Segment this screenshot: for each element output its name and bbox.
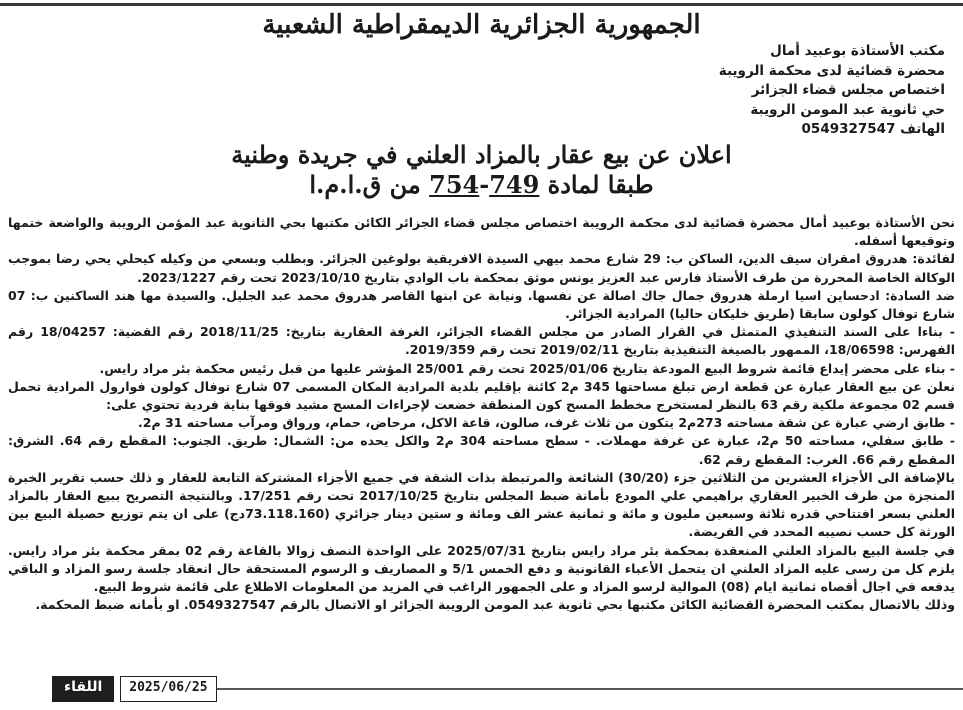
body-paragraph: لفائدة: هدروق امقران سيف الدين، الساكن ب: 29 شارع محمد بيهي السيدة الافريقية بولوغين الجزائر. وبطلب وبسعي من وكيله كيحلي يحي رضا بموجب الوكالة الخاصة المحررة من طرف الأستاذ فارس عبد العزيز يونس موثق بمحكمة باب الوادي بتاريخ 2023/10/10 تحت رقم 2023/1227. (8, 251, 956, 285)
notice-title (0, 140, 963, 200)
article-number-a: 749 (489, 170, 540, 199)
body-paragraph: وذلك بالاتصال بمكتب المحضرة القضائية الكائن مكتبها بحي ثانوية عبد المومن الرويبة الجزائر او الاتصال بالرقم 0549327547. او بأمانه ضبط المحكمة. (35, 597, 955, 613)
bottom-rule (140, 688, 963, 690)
body-paragraph: - بناءا على السند التنفيذي المتمثل في القرار الصادر من مجلس القضاء الجزائر، الغرفة العقارية بتاريخ: 2018/11/25 رقم القضية: 18/04257 رقم الفهرس: 18/06598، الممهور بالصيغة التنفيذية بتاريخ 2019/02/11 تحت رقم 2019/359. (8, 324, 955, 358)
office-line-1: مكتب الأستاذة بوعبيد أمال (770, 43, 945, 59)
body-paragraph: في جلسة البيع بالمزاد العلني المنعقدة بمحكمة بئر مراد رايس بتاريخ 2025/07/31 على الواحدة النصف زوالا بالقاعة رقم 02 بمقر محكمة بئر مراد رايس. يلزم كل من رسى عليه المزاد العلني ان يتحمل الأعباء القانونية و دفع الخمس 5/1 و المصاريف و الرسوم المستحقة حال انعقاد جلسة رسو المزاد و الباقي يدفعه في اجال أقصاه ثمانية ايام (08) الموالية لرسو المزاد و على الجمهور الراغب في المزيد من المعلومات الاطلاع على قائمة شروط البيع. (8, 542, 956, 595)
footer (52, 676, 217, 702)
body-paragraph: نعلن عن بيع العقار عبارة عن قطعة ارض تبلغ مساحتها 345 م2 كائنة بإقليم بلدية المرادية المكان المسمى 07 شارع توفال كولون فوارول المرادية تحمل قسم 02 مجموعة ملكية رقم 63 بالنظر لمستخرج مخطط المسح كون المنطقة خضعت لإجراءات المسح مشيد فوقها بناية فردية تحتوي على: (8, 378, 955, 413)
body-paragraph: - طابق ارضي عبارة عن شقة مساحته 273م2 يتكون من ثلاث غرف، صالون، قاعة الاكل، مرحاض، حمام، ورواق ومرآب مساحته 31 م2. (138, 415, 955, 431)
top-rule (0, 3, 963, 6)
body-paragraph: نحن الأستاذة بوعبيد أمال محضرة قضائية لدى محكمة الرويبة اختصاص مجلس قضاء الجزائر الكائن مكتبها بحي الثانوية عبد المؤمن الرويبة والواضعة ختمها وتوقيعها أسفله. (8, 215, 955, 249)
body-paragraph: بالإضافة الى الأجزاء العشرين من الثلاثين جزء (30/20) الشائعة والمرتبطة بذات الشقة في جميع الأجزاء المشتركة التابعة للعقار و ذلك حسب تقرير الخبرة المنجزة من طرف الخبير العقاري براهيمي علي المودع بأمانة ضبط المجلس بتاريخ 2017/10/25 تحت رقم 17/251. وبالنتيجة التصريح ببيع العقار بالمزاد العلني بسعر افتتاحي قدره ثلاثة وسبعين مليون و مائة و ثمانية عشر الف ومائة و ستين دينار جزائري (73.118.160دج) على ان يتم توزيع حصيلة البيع بين الورثة كل حسب نصيبه المحدد في الفريضة. (8, 469, 955, 540)
notice-body (8, 214, 955, 614)
title-prefix: طبقا لمادة (547, 170, 654, 199)
office-line-4: حي ثانوية عبد المومن الرويبة (750, 101, 945, 118)
office-phone-row (525, 120, 945, 140)
office-line-2: محضرة قضائية لدى محكمة الرويبة (718, 62, 945, 79)
article-number-b: 754 (429, 170, 480, 199)
body-paragraph: ضد السادة: ادحساين اسيا ارملة هدروق جمال جاك اصالة عن نفسها. ونيابة عن ابنها القاصر هدروق محمد عبد الجليل. والسيدة مها هند الساكنين ب: 07 شارع توفال كولون سابقا (طريق خليكان حاليا) المرادية الجزائر. (8, 287, 955, 322)
title-suffix: من ق.ا.م.ا (309, 170, 421, 199)
phone-number: 0549327547 (801, 121, 896, 138)
phone-label: الهاتف (900, 121, 945, 138)
title-line-1: اعلان عن بيع عقار بالمزاد العلني في جريدة وطنية (231, 140, 732, 169)
newspaper-name: اللقاء (52, 676, 114, 702)
body-paragraph: - طابق سفلي، مساحته 50 م2، عبارة عن غرفة مهملات. - سطح مساحته 304 م2 والكل يحده من: الشمال: طريق. الجنوب: المقطع رقم 64. الشرق: المقطع رقم 66. الغرب: المقطع رقم 62. (8, 433, 955, 467)
office-block (525, 42, 945, 140)
article-dash: - (479, 170, 490, 199)
office-line-3: اختصاص مجلس قضاء الجزائر (751, 82, 945, 99)
publication-date: 2025/06/25 (120, 676, 216, 702)
title-line-2 (0, 170, 963, 200)
republic-heading: الجمهورية الجزائرية الديمقراطية الشعبية (262, 10, 701, 40)
body-paragraph: - بناء على محضر إيداع قائمة شروط البيع المودعة بتاريخ 2025/01/06 تحت رقم 25/001 المؤشر عليها من قبل رئيس محكمة بئر مراد رايس. (99, 360, 955, 376)
